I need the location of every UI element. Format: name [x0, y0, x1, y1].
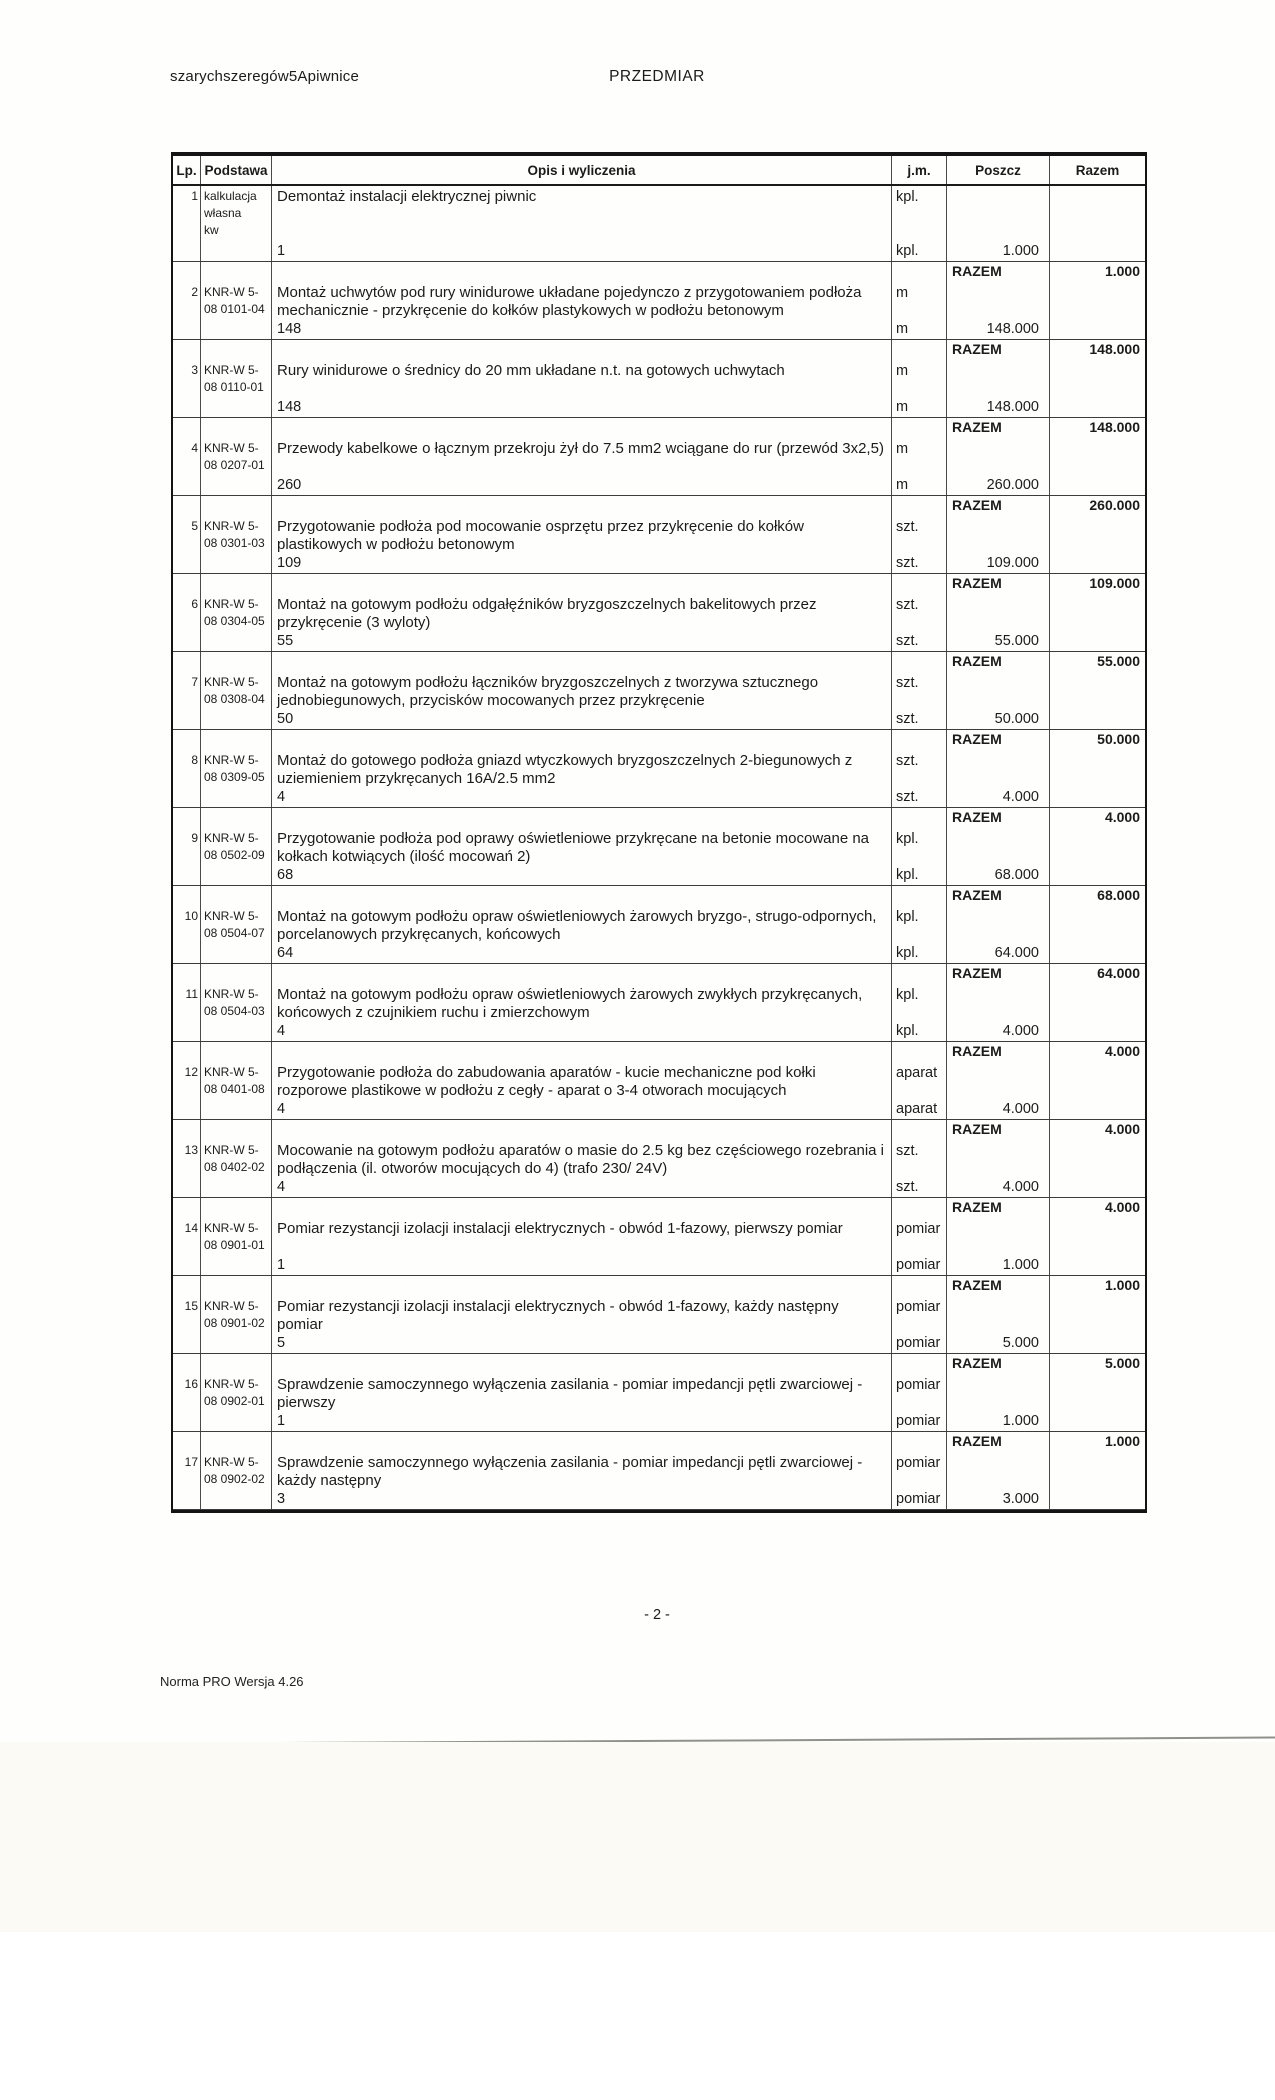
item-description: Przewody kabelkowe o łącznym przekroju żył do 7.5 mm2 wciągane do rur (przewód 3x2,5): [277, 440, 884, 457]
item-razem-row: [173, 808, 1145, 828]
item-main-row: [173, 1452, 1145, 1510]
item-description: Montaż na gotowym podłożu odgałęźników bryzgoszczelnych bakelitowych przez przykręcenie (3 wyloty): [277, 596, 817, 631]
item-unit-top: m: [896, 441, 909, 457]
item-lp: 12: [173, 1062, 201, 1119]
item-podstawa: [201, 516, 272, 573]
item-unit-top: kpl.: [896, 831, 919, 847]
item-poszcz-value: 1.000: [1002, 1257, 1039, 1273]
item-unit-top: kpl.: [896, 189, 919, 205]
table-item: [173, 1296, 1145, 1374]
razem-label: RAZEM: [947, 1432, 1050, 1452]
item-lp: 1: [173, 186, 201, 261]
item-unit-bottom: szt.: [896, 633, 919, 649]
item-poszcz-value: 1.000: [1002, 243, 1039, 259]
item-quantity: 55: [277, 633, 294, 649]
item-podstawa: [201, 1374, 272, 1431]
item-main-row: [173, 906, 1145, 964]
table-item: [173, 282, 1145, 360]
item-unit-top: szt.: [896, 597, 919, 613]
item-quantity: 4: [277, 1179, 286, 1195]
podstawa-line: 08 0504-07: [204, 926, 265, 940]
item-razem-row: [173, 574, 1145, 594]
item-podstawa: [201, 1218, 272, 1275]
item-lp: 16: [173, 1374, 201, 1431]
item-quantity: 4: [277, 1023, 286, 1039]
item-poszcz-value: 55.000: [994, 633, 1039, 649]
item-podstawa: [201, 984, 272, 1041]
table-header-row: [173, 156, 1145, 186]
table-item: [173, 360, 1145, 438]
item-quantity: 148: [277, 399, 302, 415]
podstawa-line: 08 0110-01: [204, 380, 264, 394]
podstawa-line: KNR-W 5-: [204, 1065, 259, 1079]
item-razem-row: [173, 730, 1145, 750]
razem-label: RAZEM: [947, 730, 1050, 750]
podstawa-line: KNR-W 5-: [204, 363, 259, 377]
item-main-row: [173, 828, 1145, 886]
razem-label: RAZEM: [947, 1198, 1050, 1218]
item-description: Mocowanie na gotowym podłożu aparatów o masie do 2.5 kg bez częściowego rozebrania i podłączenia (il. otworów mocujących do 4) (trafo 230/ 24V): [277, 1142, 885, 1177]
item-podstawa: [201, 906, 272, 963]
software-footer-note: Norma PRO Wersja 4.26: [160, 1674, 304, 1689]
podstawa-line: kw: [204, 223, 219, 237]
item-poszcz-value: 64.000: [994, 945, 1039, 961]
item-unit-top: kpl.: [896, 987, 919, 1003]
podstawa-line: 08 0504-03: [204, 1004, 265, 1018]
table-item: [173, 1062, 1145, 1140]
item-unit-bottom: szt.: [896, 789, 919, 805]
item-lp: 5: [173, 516, 201, 573]
column-header-razem: Razem: [1075, 163, 1120, 178]
podstawa-line: własna: [204, 206, 242, 220]
item-main-row: [173, 672, 1145, 730]
podstawa-line: KNR-W 5-: [204, 1221, 259, 1235]
podstawa-line: KNR-W 5-: [204, 519, 259, 533]
podstawa-line: 08 0308-04: [204, 692, 265, 706]
table-item: [173, 672, 1145, 750]
item-unit-top: kpl.: [896, 909, 919, 925]
table-item: [173, 906, 1145, 984]
item-lp: 14: [173, 1218, 201, 1275]
item-main-row: [173, 516, 1145, 574]
table-item: [173, 828, 1145, 906]
column-header-poszcz: Poszcz: [947, 156, 1050, 184]
item-unit-top: szt.: [896, 519, 919, 535]
item-main-row: [173, 1140, 1145, 1198]
item-poszcz-value: 260.000: [986, 477, 1039, 493]
item-unit-bottom: pomiar: [896, 1491, 941, 1507]
item-lp: 17: [173, 1452, 201, 1509]
razem-total-value: 1.000: [1104, 1277, 1140, 1293]
document-type-title: PRZEDMIAR: [609, 68, 705, 85]
item-description: Przygotowanie podłoża do zabudowania aparatów - kucie mechaniczne pod kołki rozporowe plastikowe w podłożu z cegły - aparat o 3-4 otworach mocujących: [277, 1064, 816, 1099]
item-unit-bottom: pomiar: [896, 1413, 941, 1429]
item-podstawa: [201, 672, 272, 729]
podstawa-line: KNR-W 5-: [204, 285, 259, 299]
podstawa-line: KNR-W 5-: [204, 753, 259, 767]
page-number: - 2 -: [644, 1607, 670, 1623]
razem-label: RAZEM: [947, 1120, 1050, 1140]
podstawa-line: KNR-W 5-: [204, 1143, 259, 1157]
item-poszcz-value: 5.000: [1002, 1335, 1039, 1351]
razem-label: RAZEM: [947, 496, 1050, 516]
razem-label: RAZEM: [947, 886, 1050, 906]
item-quantity: 109: [277, 555, 302, 571]
item-quantity: 4: [277, 789, 286, 805]
razem-total-value: 4.000: [1104, 809, 1140, 825]
item-unit-top: pomiar: [896, 1299, 941, 1315]
podstawa-line: 08 0901-01: [204, 1238, 265, 1252]
item-quantity: 4: [277, 1101, 286, 1117]
table-item: [173, 186, 1145, 282]
podstawa-line: 08 0101-04: [204, 302, 265, 316]
item-description: Montaż na gotowym podłożu opraw oświetleniowych żarowych zwykłych przykręcanych, końcowych z czujnikiem ruchu i zmierzchowym: [277, 986, 863, 1021]
podstawa-line: KNR-W 5-: [204, 597, 259, 611]
item-unit-top: pomiar: [896, 1221, 941, 1237]
column-header-opis: Opis i wyliczenia: [272, 156, 892, 184]
item-unit-bottom: kpl.: [896, 1023, 919, 1039]
item-unit-bottom: szt.: [896, 711, 919, 727]
paper-shadow: [0, 1742, 1275, 1932]
item-main-row: [173, 750, 1145, 808]
table-item: [173, 594, 1145, 672]
podstawa-line: KNR-W 5-: [204, 831, 259, 845]
razem-total-value: 1.000: [1104, 1433, 1140, 1449]
item-description: Rury winidurowe o średnicy do 20 mm układane n.t. na gotowych uchwytach: [277, 362, 785, 379]
item-quantity: 1: [277, 1257, 286, 1273]
item-podstawa: [201, 594, 272, 651]
item-lp: 9: [173, 828, 201, 885]
item-description: Demontaż instalacji elektrycznej piwnic: [277, 188, 537, 205]
table-item: [173, 984, 1145, 1062]
item-unit-bottom: pomiar: [896, 1257, 941, 1273]
razem-total-value: 4.000: [1104, 1199, 1140, 1215]
item-main-row: [173, 1296, 1145, 1354]
item-razem-row: [173, 886, 1145, 906]
item-poszcz-value: 109.000: [986, 555, 1039, 571]
item-lp: 8: [173, 750, 201, 807]
item-podstawa: [201, 1296, 272, 1353]
item-quantity: 1: [277, 1413, 286, 1429]
item-lp: 15: [173, 1296, 201, 1353]
podstawa-line: kalkulacja: [204, 189, 257, 203]
item-razem-row: [173, 262, 1145, 282]
razem-total-value: 55.000: [1097, 653, 1140, 669]
item-main-row: [173, 984, 1145, 1042]
item-quantity: 3: [277, 1491, 286, 1507]
item-razem-row: [173, 1276, 1145, 1296]
item-poszcz-value: 4.000: [1002, 1179, 1039, 1195]
item-main-row: [173, 1218, 1145, 1276]
item-main-row: [173, 438, 1145, 496]
item-podstawa: [201, 828, 272, 885]
item-quantity: 64: [277, 945, 294, 961]
item-unit-top: szt.: [896, 753, 919, 769]
item-unit-top: m: [896, 285, 909, 301]
item-razem-row: [173, 418, 1145, 438]
item-razem-row: [173, 1354, 1145, 1374]
razem-total-value: 64.000: [1097, 965, 1140, 981]
podstawa-line: 08 0502-09: [204, 848, 265, 862]
podstawa-line: 08 0309-05: [204, 770, 265, 784]
item-podstawa: [201, 360, 272, 417]
item-podstawa: [201, 1140, 272, 1197]
table-item: [173, 750, 1145, 828]
scan-background: [0, 1932, 1275, 2100]
item-lp: 11: [173, 984, 201, 1041]
razem-label: RAZEM: [947, 1354, 1050, 1374]
item-description: Montaż na gotowym podłożu łączników bryzgoszczelnych z tworzywa sztucznego jednobiegunowych, przycisków mocowanych przez przykręcenie: [277, 674, 819, 709]
razem-total-value: 5.000: [1104, 1355, 1140, 1371]
item-unit-top: aparat: [896, 1065, 938, 1081]
razem-total-value: 1.000: [1104, 263, 1140, 279]
item-poszcz-value: 68.000: [994, 867, 1039, 883]
item-unit-bottom: kpl.: [896, 945, 919, 961]
item-description: Sprawdzenie samoczynnego wyłączenia zasilania - pomiar impedancji pętli zwarciowej - pierwszy: [277, 1376, 863, 1411]
razem-label: RAZEM: [947, 808, 1050, 828]
item-lp: 6: [173, 594, 201, 651]
podstawa-line: KNR-W 5-: [204, 441, 259, 455]
razem-label: RAZEM: [947, 652, 1050, 672]
razem-total-value: 260.000: [1089, 497, 1140, 513]
item-quantity: 148: [277, 321, 302, 337]
podstawa-line: 08 0402-02: [204, 1160, 265, 1174]
table-item: [173, 1140, 1145, 1218]
item-poszcz-value: 1.000: [1002, 1413, 1039, 1429]
item-unit-top: szt.: [896, 675, 919, 691]
podstawa-line: 08 0301-03: [204, 536, 265, 550]
razem-total-value: 109.000: [1089, 575, 1140, 591]
razem-label: RAZEM: [947, 1276, 1050, 1296]
razem-label: RAZEM: [947, 418, 1050, 438]
podstawa-line: 08 0207-01: [204, 458, 265, 472]
item-podstawa: [201, 1452, 272, 1509]
item-description: Pomiar rezystancji izolacji instalacji elektrycznych - obwód 1-fazowy, pierwszy pomiar: [277, 1220, 843, 1237]
column-header-lp: Lp.: [173, 156, 201, 184]
item-lp: 2: [173, 282, 201, 339]
table-item: [173, 1452, 1145, 1510]
item-unit-bottom: aparat: [896, 1101, 938, 1117]
razem-label: RAZEM: [947, 964, 1050, 984]
podstawa-line: KNR-W 5-: [204, 1377, 259, 1391]
item-poszcz-value: 50.000: [994, 711, 1039, 727]
item-quantity: 260: [277, 477, 302, 493]
item-unit-bottom: kpl.: [896, 867, 919, 883]
podstawa-line: KNR-W 5-: [204, 909, 259, 923]
item-razem-row: [173, 1120, 1145, 1140]
item-podstawa: [201, 1062, 272, 1119]
item-razem-row: [173, 652, 1145, 672]
podstawa-line: 08 0902-01: [204, 1394, 265, 1408]
table-item: [173, 438, 1145, 516]
item-lp: 4: [173, 438, 201, 495]
item-podstawa: [201, 750, 272, 807]
item-unit-bottom: m: [896, 399, 909, 415]
item-description: Montaż na gotowym podłożu opraw oświetleniowych żarowych bryzgo-, strugo-odpornych, porcelanowych przykręcanych, końcowych: [277, 908, 877, 943]
item-main-row: [173, 1374, 1145, 1432]
item-lp: 3: [173, 360, 201, 417]
item-poszcz-value: 4.000: [1002, 1023, 1039, 1039]
item-quantity: 1: [277, 243, 286, 259]
item-main-row: [173, 282, 1145, 340]
item-unit-bottom: szt.: [896, 1179, 919, 1195]
table-body: [173, 186, 1145, 1510]
item-unit-bottom: m: [896, 321, 909, 337]
razem-label: RAZEM: [947, 262, 1050, 282]
item-podstawa: [201, 282, 272, 339]
item-description: Sprawdzenie samoczynnego wyłączenia zasilania - pomiar impedancji pętli zwarciowej - każdy następny: [277, 1454, 863, 1489]
item-razem-row: [173, 496, 1145, 516]
item-main-row: [173, 186, 1145, 262]
item-quantity: 5: [277, 1335, 286, 1351]
column-header-podstawa: Podstawa: [201, 156, 272, 184]
podstawa-line: 08 0401-08: [204, 1082, 265, 1096]
item-unit-top: pomiar: [896, 1455, 941, 1471]
podstawa-line: KNR-W 5-: [204, 987, 259, 1001]
table-item: [173, 516, 1145, 594]
item-poszcz-value: 4.000: [1002, 789, 1039, 805]
podstawa-line: KNR-W 5-: [204, 1299, 259, 1313]
item-description: Montaż do gotowego podłoża gniazd wtyczkowych bryzgoszczelnych 2-biegunowych z uziemieniem przykręcanych 16A/2.5 mm2: [277, 752, 853, 787]
razem-total-value: 50.000: [1097, 731, 1140, 747]
podstawa-line: 08 0902-02: [204, 1472, 265, 1486]
column-header-jm: j.m.: [892, 156, 947, 184]
podstawa-line: KNR-W 5-: [204, 675, 259, 689]
item-unit-top: m: [896, 363, 909, 379]
item-description: Montaż uchwytów pod rury winidurowe układane pojedynczo z przygotowaniem podłoża mechanicznie - przykręcenie do kołków plastykowych w podłożu betonowym: [277, 284, 862, 319]
item-unit-bottom: m: [896, 477, 909, 493]
item-unit-top: pomiar: [896, 1377, 941, 1393]
item-main-row: [173, 1062, 1145, 1120]
item-razem-row: [173, 964, 1145, 984]
item-poszcz-value: 4.000: [1002, 1101, 1039, 1117]
item-razem-row: [173, 1198, 1145, 1218]
item-description: Przygotowanie podłoża pod mocowanie osprzętu przez przykręcenie do kołków plastikowych w podłożu betonowym: [277, 518, 804, 553]
item-main-row: [173, 594, 1145, 652]
item-poszcz-value: 148.000: [986, 321, 1039, 337]
razem-label: RAZEM: [947, 1042, 1050, 1062]
item-description: Pomiar rezystancji izolacji instalacji elektrycznych - obwód 1-fazowy, każdy następny pomiar: [277, 1298, 839, 1333]
item-lp: 10: [173, 906, 201, 963]
table-item: [173, 1374, 1145, 1452]
item-poszcz-value: 3.000: [1002, 1491, 1039, 1507]
item-podstawa: [201, 438, 272, 495]
item-unit-bottom: kpl.: [896, 243, 919, 259]
item-razem-row: [173, 1042, 1145, 1062]
item-razem-row: [173, 340, 1145, 360]
item-razem-row: [173, 1432, 1145, 1452]
razem-total-value: 148.000: [1089, 419, 1140, 435]
item-unit-bottom: pomiar: [896, 1335, 941, 1351]
item-podstawa: [201, 186, 272, 261]
podstawa-line: KNR-W 5-: [204, 1455, 259, 1469]
item-unit-top: szt.: [896, 1143, 919, 1159]
podstawa-line: 08 0901-02: [204, 1316, 265, 1330]
document-project-title: szarychszeregów5Apiwnice: [170, 68, 360, 85]
item-poszcz-value: 148.000: [986, 399, 1039, 415]
razem-total-value: 4.000: [1104, 1043, 1140, 1059]
table-item: [173, 1218, 1145, 1296]
item-quantity: 68: [277, 867, 294, 883]
item-lp: 7: [173, 672, 201, 729]
item-main-row: [173, 360, 1145, 418]
item-lp: 13: [173, 1140, 201, 1197]
razem-total-value: 4.000: [1104, 1121, 1140, 1137]
przedmiar-table: [171, 152, 1147, 1513]
item-description: Przygotowanie podłoża pod oprawy oświetleniowe przykręcane na betonie mocowane na kołkach kotwiących (ilość mocowań 2): [277, 830, 870, 865]
razem-label: RAZEM: [947, 574, 1050, 594]
podstawa-line: 08 0304-05: [204, 614, 265, 628]
item-unit-bottom: szt.: [896, 555, 919, 571]
razem-total-value: 68.000: [1097, 887, 1140, 903]
razem-total-value: 148.000: [1089, 341, 1140, 357]
item-quantity: 50: [277, 711, 294, 727]
razem-label: RAZEM: [947, 340, 1050, 360]
